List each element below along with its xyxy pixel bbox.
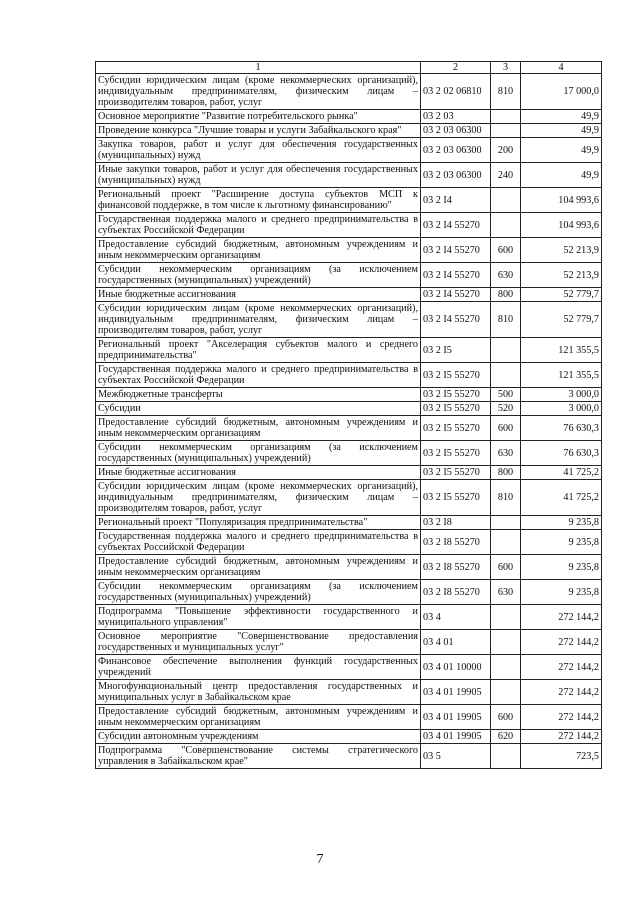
row-name: Иные закупки товаров, работ и услуг для обеспечения государственных (муниципальных) нужд [96,163,421,188]
table-row [96,416,602,441]
table-row [96,213,602,238]
row-code: 03 2 I4 55270 [421,302,491,338]
table-row [96,744,602,769]
row-amount: 272 144,2 [521,680,602,705]
table-row [96,110,602,124]
row-expense-type [491,213,521,238]
row-code: 03 4 01 10000 [421,655,491,680]
table-row [96,480,602,516]
column-header-2: 2 [421,62,491,74]
row-name: Основное мероприятие "Совершенствование предоставления государственных и муниципальных услуг" [96,630,421,655]
table-row [96,138,602,163]
table-body [96,74,602,769]
row-expense-type [491,680,521,705]
table-row [96,288,602,302]
row-amount: 52 213,9 [521,263,602,288]
table-header-row [96,62,602,74]
row-amount: 9 235,8 [521,555,602,580]
row-code: 03 4 01 19905 [421,680,491,705]
row-code: 03 4 [421,605,491,630]
row-amount: 52 779,7 [521,288,602,302]
row-name: Финансовое обеспечение выполнения функций государственных учреждений [96,655,421,680]
row-name: Проведение конкурса "Лучшие товары и услуги Забайкальского края" [96,124,421,138]
row-code: 03 2 03 06300 [421,124,491,138]
table-row [96,74,602,110]
row-code: 03 2 I5 [421,338,491,363]
row-code: 03 4 01 19905 [421,730,491,744]
row-name: Региональный проект "Акселерация субъектов малого и среднего предпринимательства" [96,338,421,363]
row-amount: 3 000,0 [521,402,602,416]
row-name: Подпрограмма "Повышение эффективности государственного и муниципального управления" [96,605,421,630]
row-code: 03 2 I8 [421,516,491,530]
row-name: Предоставление субсидий бюджетным, автономным учреждениям и иным некоммерческим организациям [96,705,421,730]
row-name: Государственная поддержка малого и среднего предпринимательства в субъектах Российской Федерации [96,213,421,238]
row-amount: 52 779,7 [521,302,602,338]
row-code: 03 2 I4 55270 [421,263,491,288]
table-row [96,555,602,580]
row-amount: 9 235,8 [521,580,602,605]
row-code: 03 2 I4 55270 [421,288,491,302]
row-name: Субсидии некоммерческим организациям (за исключением государственных (муниципальных) учреждений) [96,580,421,605]
row-code: 03 4 01 19905 [421,705,491,730]
row-expense-type: 800 [491,466,521,480]
row-amount: 76 630,3 [521,416,602,441]
row-amount: 41 725,2 [521,480,602,516]
table-row [96,441,602,466]
row-amount: 17 000,0 [521,74,602,110]
row-expense-type: 200 [491,138,521,163]
row-code: 03 2 I5 55270 [421,466,491,480]
table-row [96,605,602,630]
row-expense-type: 600 [491,555,521,580]
row-amount: 272 144,2 [521,605,602,630]
table-row [96,363,602,388]
row-expense-type [491,655,521,680]
row-name: Субсидии юридическим лицам (кроме некоммерческих организаций), индивидуальным предпринимателям, физическим лицам – производителям товаров, работ, услуг [96,480,421,516]
row-name: Государственная поддержка малого и среднего предпринимательства в субъектах Российской Федерации [96,363,421,388]
row-code: 03 2 I8 55270 [421,555,491,580]
row-amount: 121 355,5 [521,338,602,363]
row-amount: 49,9 [521,110,602,124]
row-amount: 723,5 [521,744,602,769]
table-row [96,402,602,416]
row-name: Субсидии юридическим лицам (кроме некоммерческих организаций), индивидуальным предпринимателям, физическим лицам – производителям товаров, работ, услуг [96,74,421,110]
row-expense-type: 810 [491,74,521,110]
table-row [96,655,602,680]
row-amount: 272 144,2 [521,655,602,680]
row-expense-type: 500 [491,388,521,402]
row-code: 03 2 03 06300 [421,163,491,188]
row-amount: 49,9 [521,163,602,188]
row-code: 03 2 I5 55270 [421,480,491,516]
table-row [96,516,602,530]
row-name: Субсидии некоммерческим организациям (за исключением государственных (муниципальных) учреждений) [96,441,421,466]
row-amount: 272 144,2 [521,705,602,730]
row-expense-type [491,363,521,388]
row-code: 03 4 01 [421,630,491,655]
row-code: 03 2 I4 [421,188,491,213]
row-name: Региональный проект "Популяризация предпринимательства" [96,516,421,530]
row-code: 03 2 03 06300 [421,138,491,163]
row-code: 03 2 I8 55270 [421,530,491,555]
row-amount: 9 235,8 [521,530,602,555]
row-name: Субсидии автономным учреждениям [96,730,421,744]
row-amount: 49,9 [521,138,602,163]
row-expense-type: 240 [491,163,521,188]
row-amount: 121 355,5 [521,363,602,388]
row-name: Предоставление субсидий бюджетным, автономным учреждениям и иным некоммерческим организациям [96,555,421,580]
row-code: 03 2 I5 55270 [421,416,491,441]
row-expense-type: 810 [491,302,521,338]
row-expense-type [491,744,521,769]
row-name: Предоставление субсидий бюджетным, автономным учреждениям и иным некоммерческим организациям [96,238,421,263]
row-code: 03 2 02 06810 [421,74,491,110]
row-name: Предоставление субсидий бюджетным, автономным учреждениям и иным некоммерческим организациям [96,416,421,441]
table-row [96,630,602,655]
table-row [96,238,602,263]
row-expense-type [491,124,521,138]
row-expense-type [491,516,521,530]
table-row [96,163,602,188]
row-code: 03 2 I5 55270 [421,402,491,416]
row-expense-type: 600 [491,416,521,441]
table-row [96,705,602,730]
row-expense-type: 630 [491,441,521,466]
budget-table [95,61,602,769]
row-name: Основное мероприятие "Развитие потребительского рынка" [96,110,421,124]
table-row [96,580,602,605]
row-expense-type [491,530,521,555]
row-expense-type [491,338,521,363]
row-code: 03 2 I5 55270 [421,388,491,402]
row-expense-type [491,110,521,124]
row-amount: 104 993,6 [521,213,602,238]
table-row [96,466,602,480]
row-amount: 9 235,8 [521,516,602,530]
row-amount: 49,9 [521,124,602,138]
row-expense-type: 620 [491,730,521,744]
row-name: Субсидии юридическим лицам (кроме некоммерческих организаций), индивидуальным предпринимателям, физическим лицам – производителям товаров, работ, услуг [96,302,421,338]
row-amount: 104 993,6 [521,188,602,213]
row-name: Межбюджетные трансферты [96,388,421,402]
table-row [96,188,602,213]
row-code: 03 2 I5 55270 [421,363,491,388]
row-name: Субсидии [96,402,421,416]
row-expense-type: 630 [491,263,521,288]
column-header-4: 4 [521,62,602,74]
table-row [96,124,602,138]
row-code: 03 2 I5 55270 [421,441,491,466]
row-name: Иные бюджетные ассигнования [96,288,421,302]
table-row [96,263,602,288]
row-name: Региональный проект "Расширение доступа субъектов МСП к финансовой поддержке, в том числе к льготному финансированию" [96,188,421,213]
row-expense-type: 630 [491,580,521,605]
row-code: 03 2 I4 55270 [421,213,491,238]
row-code: 03 2 I4 55270 [421,238,491,263]
row-amount: 3 000,0 [521,388,602,402]
row-code: 03 5 [421,744,491,769]
row-name: Иные бюджетные ассигнования [96,466,421,480]
row-amount: 272 144,2 [521,730,602,744]
page-number: 7 [316,852,324,867]
row-expense-type [491,188,521,213]
table-row [96,530,602,555]
row-expense-type: 600 [491,705,521,730]
row-name: Многофункциональный центр предоставления государственных и муниципальных услуг в Забайкальском крае [96,680,421,705]
column-header-1: 1 [96,62,421,74]
row-code: 03 2 I8 55270 [421,580,491,605]
row-amount: 41 725,2 [521,466,602,480]
table-row [96,338,602,363]
row-amount: 76 630,3 [521,441,602,466]
row-expense-type: 520 [491,402,521,416]
table-row [96,388,602,402]
row-expense-type [491,605,521,630]
row-expense-type: 800 [491,288,521,302]
row-amount: 272 144,2 [521,630,602,655]
row-name: Подпрограмма "Совершенствование системы стратегического управления в Забайкальском крае" [96,744,421,769]
row-expense-type: 810 [491,480,521,516]
row-expense-type: 600 [491,238,521,263]
table-row [96,730,602,744]
row-name: Закупка товаров, работ и услуг для обеспечения государственных (муниципальных) нужд [96,138,421,163]
column-header-3: 3 [491,62,521,74]
row-amount: 52 213,9 [521,238,602,263]
row-name: Субсидии некоммерческим организациям (за исключением государственных (муниципальных) учреждений) [96,263,421,288]
row-code: 03 2 03 [421,110,491,124]
row-name: Государственная поддержка малого и среднего предпринимательства в субъектах Российской Федерации [96,530,421,555]
table-row [96,302,602,338]
table-row [96,680,602,705]
row-expense-type [491,630,521,655]
